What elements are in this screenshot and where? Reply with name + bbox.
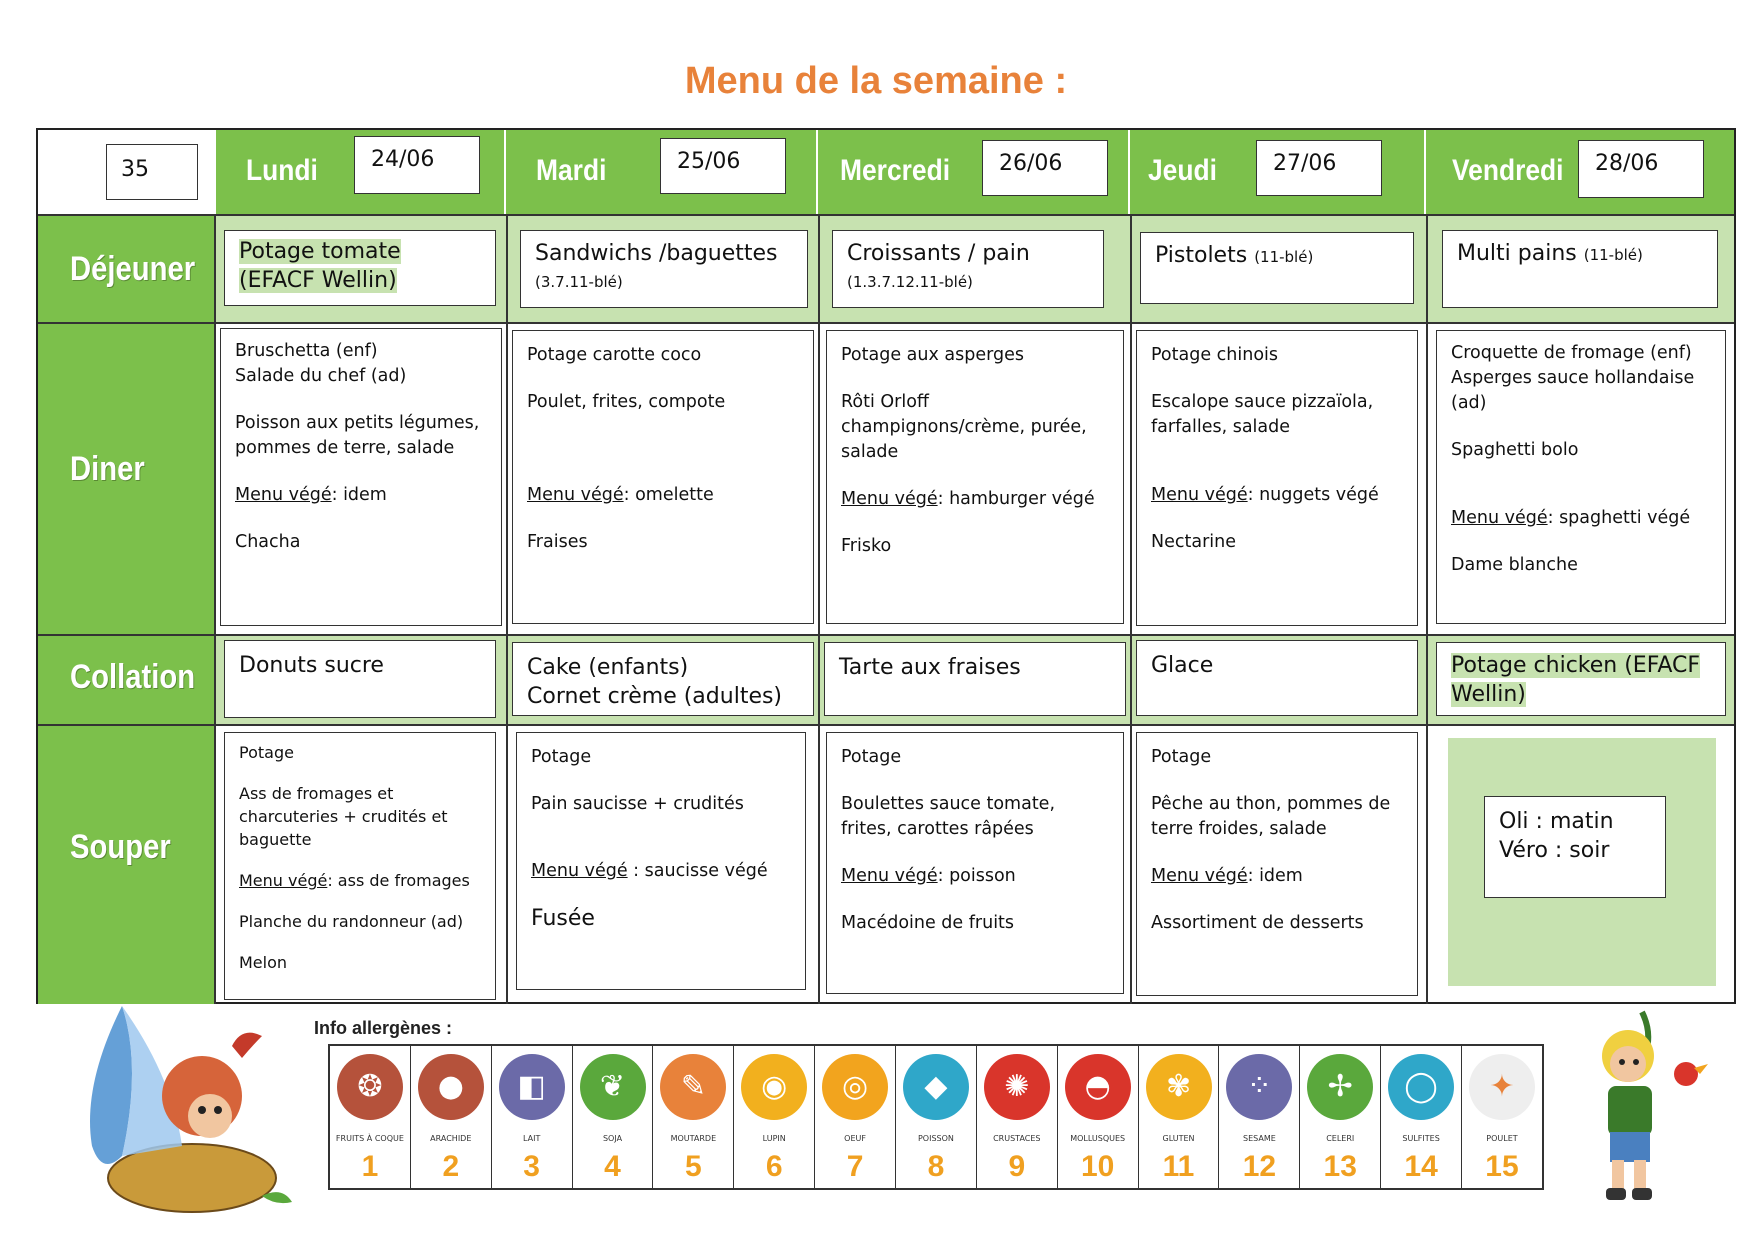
souper-dessert: Assortiment de desserts (1151, 913, 1364, 933)
menu-table (36, 128, 1736, 1004)
allergen-number: 2 (442, 1150, 460, 1183)
allergen-name: FRUITS À COQUE (335, 1134, 404, 1143)
dejeuner-allergens: (11-blé) (1583, 246, 1643, 264)
menu-vege-label: Menu végé (1151, 485, 1248, 505)
dejeuner-allergens: (3.7.11-blé) (535, 273, 623, 291)
souper-dessert: Melon (239, 953, 288, 972)
egg-icon: ◎ (822, 1054, 888, 1120)
souper-mardi (506, 724, 818, 1004)
page-title: Menu de la semaine : (684, 60, 1068, 102)
allergen-number: 13 (1323, 1150, 1357, 1183)
menu-vege: : idem (331, 485, 387, 505)
row-diner: Diner (38, 322, 214, 634)
menu-vege-label: Menu végé (239, 871, 328, 890)
diner-dessert: Fraises (527, 532, 588, 552)
souper-plat: Pain saucisse + crudités (531, 794, 744, 814)
diner-mardi (506, 322, 818, 634)
collation-mardi (506, 634, 818, 724)
day-label: Lundi (246, 154, 318, 187)
menu-vege: : idem (1247, 866, 1303, 886)
allergen-item (1219, 1046, 1300, 1188)
diner-entree: Croquette de fromage (enf) (1451, 343, 1692, 363)
collation-item: Cornet crème (adultes) (527, 684, 783, 709)
menu-vege: : ass de fromages (327, 871, 470, 890)
menu-vege-label: Menu végé (531, 861, 628, 881)
dejeuner-mercredi (818, 214, 1130, 322)
souper-lundi (214, 724, 506, 1004)
header-jeudi (1130, 130, 1426, 214)
allergen-name: LAIT (522, 1134, 541, 1143)
souper-vendredi (1426, 724, 1734, 1004)
day-label: Vendredi (1452, 154, 1564, 187)
menu-vege: : saucisse végé (627, 861, 768, 881)
dejeuner-vendredi (1426, 214, 1734, 322)
allergen-item (1462, 1046, 1542, 1188)
diner-plat: Poulet, frites, compote (527, 392, 726, 412)
allergen-name: SOJA (602, 1134, 623, 1143)
dejeuner-lundi (214, 214, 506, 322)
allergen-name: LUPIN (762, 1134, 786, 1143)
allergen-item (653, 1046, 734, 1188)
shell-icon: ◓ (1065, 1054, 1131, 1120)
wheat-icon: ✾ (1146, 1054, 1212, 1120)
souper-plat: Pêche au thon, pommes de terre froides, salade (1151, 794, 1391, 839)
dejeuner-allergens: (11-blé) (1254, 248, 1314, 266)
diner-entree: Potage aux asperges (841, 345, 1024, 365)
nut-icon: ❂ (337, 1054, 403, 1120)
fish-icon: ◆ (903, 1054, 969, 1120)
diner-entree: Salade du chef (ad) (235, 366, 407, 386)
allergen-number: 10 (1080, 1150, 1115, 1183)
menu-vege-label: Menu végé (841, 866, 938, 886)
allergen-name: CELERI (1326, 1134, 1355, 1143)
dejeuner-main: Sandwichs /baguettes (535, 241, 778, 266)
crab-icon: ✺ (984, 1054, 1050, 1120)
note-line: Véro : soir (1499, 838, 1610, 863)
note-line: Oli : matin (1499, 809, 1614, 834)
allergen-name: MOUTARDE (670, 1134, 717, 1143)
allergen-name: SULFITES (1402, 1134, 1440, 1143)
soy-icon: ❦ (580, 1054, 646, 1120)
menu-vege-label: Menu végé (1151, 866, 1248, 886)
dejeuner-main: Potage tomate (EFACF Wellin) (239, 239, 401, 293)
celery-icon: ✢ (1307, 1054, 1373, 1120)
collation-item: Tarte aux fraises (839, 655, 1021, 680)
diner-plat: Spaghetti bolo (1451, 440, 1579, 460)
header-mercredi (818, 130, 1130, 214)
allergens-title: Info allergènes : (314, 1018, 453, 1038)
allergen-item (815, 1046, 896, 1188)
menu-vege-label: Menu végé (527, 485, 624, 505)
diner-plat: Rôti Orloff champignons/crème, purée, salade (841, 392, 1087, 462)
allergens-table (328, 1044, 1544, 1190)
explorer-mascot-icon (1582, 1006, 1712, 1206)
menu-vege: : poisson (937, 866, 1016, 886)
header-mardi (506, 130, 818, 214)
allergen-item (492, 1046, 573, 1188)
allergen-number: 1 (361, 1150, 379, 1183)
allergen-name: GLUTEN (1162, 1134, 1195, 1143)
diner-plat: Escalope sauce pizzaïola, farfalles, salade (1151, 392, 1374, 437)
menu-vege-label: Menu végé (1451, 508, 1548, 528)
peanut-icon: ● (418, 1054, 484, 1120)
diner-entree: Potage carotte coco (527, 345, 702, 365)
day-label: Mardi (536, 154, 607, 187)
date-box: 25/06 (660, 138, 786, 194)
diner-entree: Bruschetta (enf) (235, 341, 378, 361)
menu-vege-label: Menu végé (841, 489, 938, 509)
menu-vege: : spaghetti végé (1547, 508, 1691, 528)
dejeuner-mardi (506, 214, 818, 322)
allergen-number: 3 (523, 1150, 540, 1183)
milk-icon: ◧ (499, 1054, 565, 1120)
allergen-number: 15 (1485, 1150, 1519, 1183)
dejeuner-allergens: (1.3.7.12.11-blé) (847, 273, 973, 291)
souper-vendredi-panel (1448, 738, 1716, 986)
allergen-name: OEUF (844, 1134, 866, 1143)
allergen-item (573, 1046, 654, 1188)
allergen-number: 4 (604, 1150, 621, 1183)
menu-vege-label: Menu végé (235, 485, 332, 505)
allergen-item (330, 1046, 411, 1188)
allergen-name: CRUSTACES (993, 1134, 1041, 1143)
allergen-number: 6 (765, 1150, 783, 1183)
date-box: 28/06 (1578, 140, 1704, 198)
dejeuner-main: Multi pains (1457, 241, 1577, 266)
header-vendredi (1426, 130, 1734, 214)
souper-potage: Potage (841, 747, 902, 767)
week-number: 35 (106, 144, 198, 200)
menu-vege: : nuggets végé (1247, 485, 1379, 505)
souper-mercredi (818, 724, 1130, 1004)
collation-item: Potage chicken (EFACF Wellin) (1451, 653, 1701, 707)
allergen-item (734, 1046, 815, 1188)
diner-jeudi (1130, 322, 1426, 634)
drop-mascot-icon (82, 1006, 302, 1222)
menu-vege: : hamburger végé (937, 489, 1095, 509)
souper-dessert: Macédoine de fruits (841, 913, 1015, 933)
diner-entree: Asperges sauce hollandaise (ad) (1451, 368, 1695, 413)
diner-dessert: Frisko (841, 536, 892, 556)
allergen-number: 5 (685, 1150, 702, 1183)
header-lundi (216, 130, 506, 214)
row-collation: Collation (38, 634, 214, 724)
allergen-number: 9 (1008, 1150, 1026, 1183)
diner-mercredi (818, 322, 1130, 634)
diner-dessert: Dame blanche (1451, 555, 1578, 575)
lupin-icon: ◉ (741, 1054, 807, 1120)
allergen-name: POISSON (917, 1134, 954, 1143)
allergen-name: ARACHIDE (430, 1134, 472, 1143)
souper-potage: Potage (531, 747, 592, 767)
diner-dessert: Nectarine (1151, 532, 1236, 552)
souper-plat: Boulettes sauce tomate, frites, carottes râpées (841, 794, 1056, 839)
diner-lundi (214, 322, 506, 634)
diner-dessert: Chacha (235, 532, 301, 552)
sulfite-icon: ◯ (1388, 1054, 1454, 1120)
day-label: Mercredi (840, 154, 951, 187)
souper-extra: Planche du randonneur (ad) (239, 912, 464, 931)
allergen-name: MOLLUSQUES (1070, 1134, 1126, 1143)
allergen-number: 14 (1404, 1150, 1438, 1183)
allergen-name: POULET (1486, 1134, 1518, 1143)
souper-dessert: Fusée (531, 906, 595, 931)
souper-potage: Potage (1151, 747, 1212, 767)
allergen-item (1300, 1046, 1381, 1188)
souper-plat: Ass de fromages et charcuteries + crudités et baguette (239, 784, 448, 849)
allergen-item (1058, 1046, 1139, 1188)
menu-vege: : omelette (623, 485, 714, 505)
dejeuner-jeudi (1130, 214, 1426, 322)
souper-potage: Potage (239, 743, 294, 762)
allergen-name: SESAME (1242, 1134, 1276, 1143)
dejeuner-main: Pistolets (1155, 243, 1248, 268)
collation-jeudi (1130, 634, 1426, 724)
row-souper: Souper (38, 724, 214, 1004)
allergen-item (411, 1046, 492, 1188)
diner-plat: Poisson aux petits légumes, pommes de terre, salade (235, 413, 480, 458)
date-box: 24/06 (354, 136, 480, 194)
collation-mercredi (818, 634, 1130, 724)
row-dejeuner: Déjeuner (38, 214, 214, 322)
allergen-number: 8 (927, 1150, 945, 1183)
allergen-number: 12 (1242, 1150, 1277, 1183)
allergen-number: 7 (846, 1150, 864, 1183)
diner-entree: Potage chinois (1151, 345, 1279, 365)
allergen-item (977, 1046, 1058, 1188)
collation-item: Glace (1151, 653, 1214, 678)
collation-vendredi (1426, 634, 1734, 724)
mustard-icon: ✎ (660, 1054, 726, 1120)
souper-jeudi (1130, 724, 1426, 1004)
collation-item: Cake (enfants) (527, 655, 689, 680)
sesame-icon: ⁘ (1226, 1054, 1292, 1120)
dejeuner-main: Croissants / pain (847, 241, 1030, 266)
chicken-icon: ✦ (1469, 1054, 1535, 1120)
date-box: 27/06 (1256, 140, 1382, 196)
allergen-item (1381, 1046, 1462, 1188)
collation-item: Donuts sucre (239, 653, 384, 678)
day-label: Jeudi (1148, 154, 1217, 187)
diner-vendredi (1426, 322, 1734, 634)
allergen-item (896, 1046, 977, 1188)
allergen-number: 11 (1162, 1150, 1195, 1183)
collation-lundi (214, 634, 506, 724)
date-box: 26/06 (982, 140, 1108, 196)
allergen-item (1139, 1046, 1220, 1188)
